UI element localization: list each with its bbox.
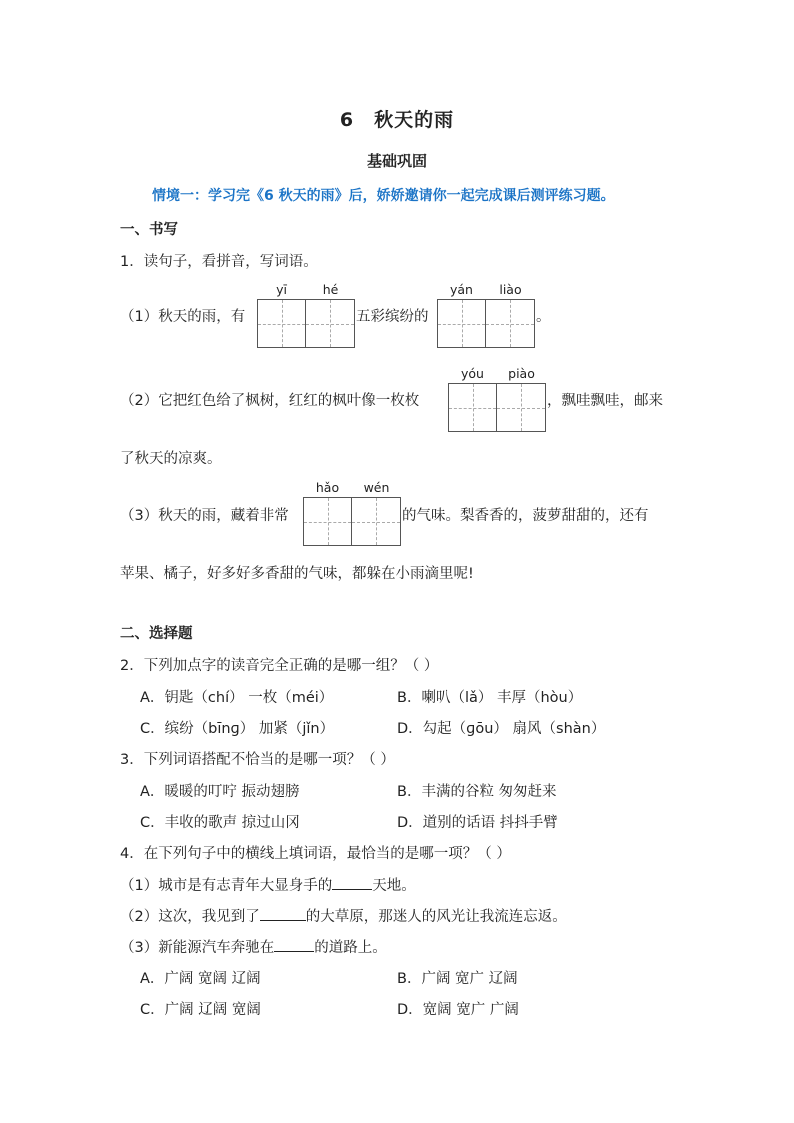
- section-heading-writing: 一、书写: [120, 222, 178, 238]
- q2-stem: 2．下列加点字的读音完全正确的是哪一组？（ ）: [120, 658, 439, 674]
- q3-option-a[interactable]: A．暖暖的叮咛 振动翅膀: [140, 784, 300, 800]
- q2-option-c[interactable]: C．缤纷（bīnɡ） 加紧（jǐn）: [140, 721, 335, 737]
- write-box[interactable]: [257, 299, 306, 348]
- q1-s1-prefix: （1）秋天的雨，有: [120, 309, 246, 325]
- q4-stem: 4．在下列句子中的横线上填词语，最恰当的是哪一项？（ ）: [120, 846, 511, 862]
- write-box-group[interactable]: [303, 497, 401, 546]
- q4-s3-prefix: （3）新能源汽车奔驰在: [120, 940, 275, 956]
- write-box-group[interactable]: [437, 299, 535, 348]
- q2-option-a[interactable]: A．钥匙（chí） 一枚（méi）: [140, 690, 334, 706]
- pinyin-label: yóu: [461, 366, 484, 381]
- q3-option-b[interactable]: B．丰满的谷粒 匆匆赶来: [397, 784, 557, 800]
- q3-option-c[interactable]: C．丰收的歌声 掠过山冈: [140, 815, 300, 831]
- scenario-intro: 情境一：学习完《6 秋天的雨》后，娇娇邀请你一起完成课后测评练习题。: [152, 188, 615, 204]
- pinyin-label: liào: [499, 282, 522, 297]
- q1-s2-prefix: （2）它把红色给了枫树，红红的枫叶像一枚枚: [120, 393, 420, 409]
- q1-s1-suffix: 。: [536, 309, 551, 325]
- q4-s2-suffix: 的大草原，那迷人的风光让我流连忘返。: [305, 909, 567, 925]
- pinyin-label: yán: [450, 282, 473, 297]
- q1-stem: 1．读句子，看拼音，写词语。: [120, 254, 318, 270]
- write-box-group[interactable]: [257, 299, 355, 348]
- fill-blank[interactable]: [260, 920, 306, 921]
- q1-s2-suffix: ，飘哇飘哇，邮来: [547, 393, 663, 409]
- q4-s1-suffix: 天地。: [372, 878, 416, 894]
- write-box[interactable]: [497, 383, 546, 432]
- q4-option-c[interactable]: C．广阔 辽阔 宽阔: [140, 1002, 261, 1018]
- q4-option-a[interactable]: A．广阔 宽阔 辽阔: [140, 971, 261, 987]
- q1-s2-continued: 了秋天的凉爽。: [120, 451, 222, 467]
- q4-sentence-2: [120, 905, 567, 926]
- section-heading-choice: 二、选择题: [120, 626, 193, 642]
- fill-blank[interactable]: [274, 951, 314, 952]
- q1-s3-suffix: 的气味。梨香香的，菠萝甜甜的，还有: [402, 508, 649, 524]
- pinyin-label: yī: [276, 282, 287, 297]
- write-box[interactable]: [352, 497, 401, 546]
- q4-s3-suffix: 的道路上。: [314, 940, 387, 956]
- q4-option-b[interactable]: B．广阔 宽广 辽阔: [397, 971, 518, 987]
- q1-s1-middle: 五彩缤纷的: [356, 309, 429, 325]
- q2-option-d[interactable]: D．勾起（ɡōu） 扇风（shàn）: [397, 721, 606, 737]
- pinyin-label: piào: [508, 366, 535, 381]
- write-box[interactable]: [303, 497, 352, 546]
- q4-sentence-1: [120, 874, 416, 895]
- write-box[interactable]: [437, 299, 486, 348]
- q3-option-d[interactable]: D．道别的话语 抖抖手臂: [397, 815, 558, 831]
- q4-s1-prefix: （1）城市是有志青年大显身手的: [120, 878, 333, 894]
- q3-stem: 3．下列词语搭配不恰当的是哪一项？（ ）: [120, 752, 395, 768]
- q1-s3-prefix: （3）秋天的雨，藏着非常: [120, 508, 289, 524]
- pinyin-label: hǎo: [315, 480, 340, 495]
- q4-option-d[interactable]: D．宽阔 宽广 广阔: [397, 1002, 519, 1018]
- q1-s3-continued: 苹果、橘子，好多好多香甜的气味，都躲在小雨滴里呢!: [120, 566, 474, 582]
- write-box-group[interactable]: [448, 383, 546, 432]
- page-title: 6 秋天的雨: [339, 109, 455, 131]
- section-subtitle: 基础巩固: [366, 152, 427, 170]
- pinyin-label: wén: [363, 480, 390, 495]
- write-box[interactable]: [486, 299, 535, 348]
- q4-sentence-3: [120, 936, 387, 957]
- pinyin-label: hé: [322, 282, 339, 297]
- write-box[interactable]: [306, 299, 355, 348]
- q4-s2-prefix: （2）这次，我见到了: [120, 909, 260, 925]
- fill-blank[interactable]: [332, 889, 372, 890]
- write-box[interactable]: [448, 383, 497, 432]
- q2-option-b[interactable]: B．喇叭（lǎ） 丰厚（hòu）: [397, 690, 583, 706]
